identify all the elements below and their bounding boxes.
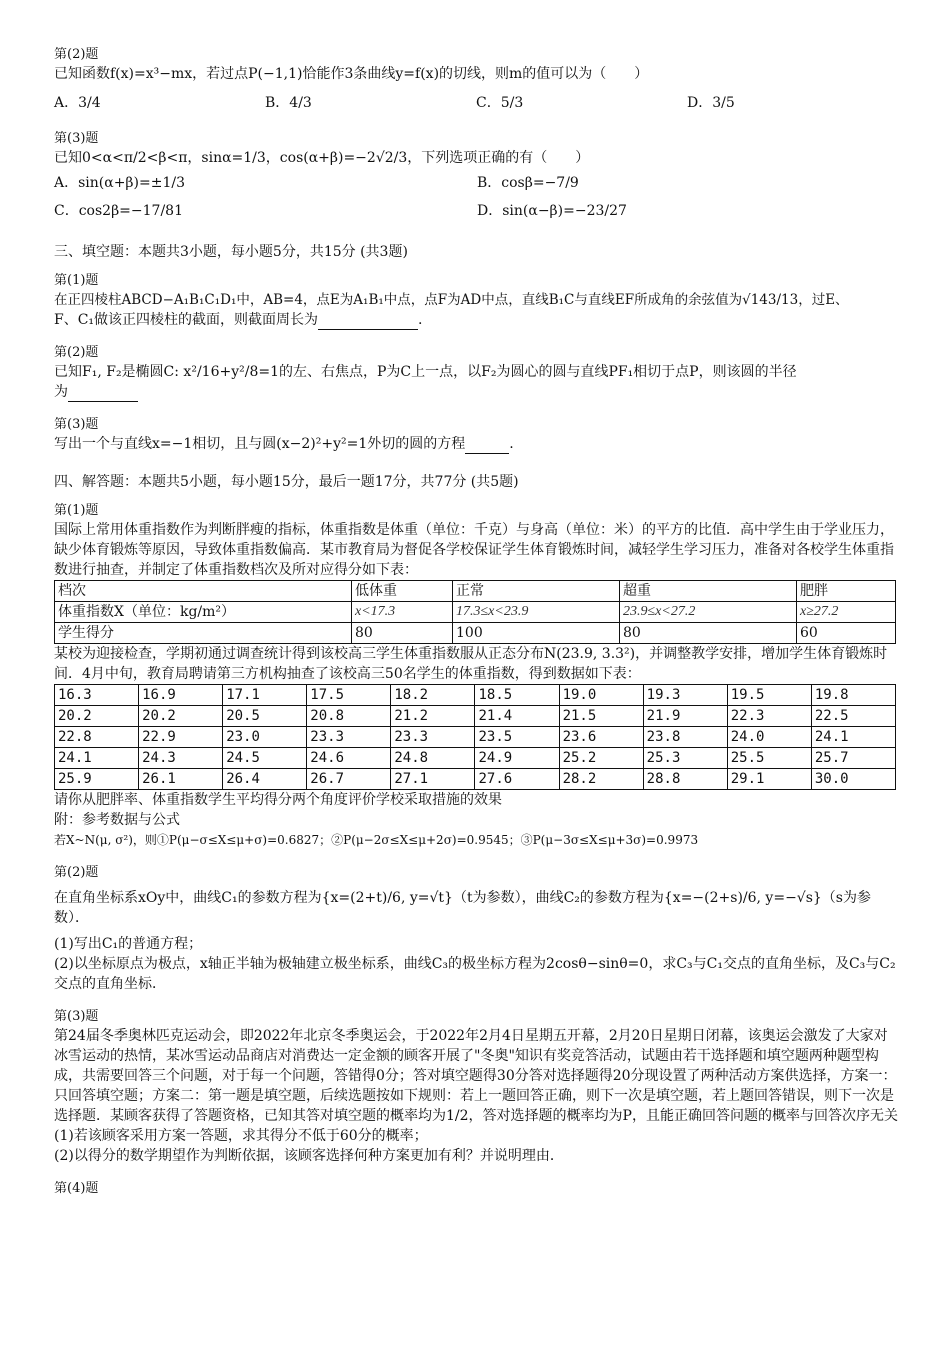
table-cell: 17.3≤x<23.9 xyxy=(453,602,620,623)
options-row xyxy=(54,168,900,196)
table-cell: 24.8 xyxy=(391,748,475,769)
table-cell: 21.2 xyxy=(391,706,475,727)
table-cell: 24.9 xyxy=(475,748,559,769)
answer-blank[interactable] xyxy=(465,439,509,454)
table-cell: 80 xyxy=(352,623,453,644)
table-cell: 23.0 xyxy=(223,727,307,748)
question-label: 第(1)题 xyxy=(54,503,99,518)
table-cell: 80 xyxy=(620,623,797,644)
table-cell: 20.8 xyxy=(307,706,391,727)
sub-question: (1)若该顾客采用方案一答题，求其得分不低于60分的概率； xyxy=(54,1128,428,1144)
table-cell: 20.2 xyxy=(55,706,139,727)
question-label: 第(3)题 xyxy=(54,1009,99,1024)
table-cell: 档次 xyxy=(55,581,352,602)
table-cell: 22.8 xyxy=(55,727,139,748)
table-cell: 28.2 xyxy=(559,769,643,790)
table-row xyxy=(55,581,896,602)
question-stem-cont xyxy=(54,382,900,402)
table-cell: 22.5 xyxy=(811,706,895,727)
table-cell: 19.8 xyxy=(811,685,895,706)
table-cell: 26.4 xyxy=(223,769,307,790)
table-cell: 24.1 xyxy=(811,727,895,748)
options-row xyxy=(54,196,900,224)
question-intro: 国际上常用体重指数作为判断胖瘦的指标，体重指数是体重（单位：千克）与身高（单位：米）的平方的比值．高中学生由于学业压力，缺少体育锻炼等原因，导致体重指数偏高．某市教育局为督促各学校保证学生体育锻炼时间，减轻学生学习压力，准备对各校学生体重指数进行抽查，并制定了体重指数档次及所对应得分如下表： xyxy=(54,522,894,578)
table-cell: 28.8 xyxy=(643,769,727,790)
question-stem-cont: F、C₁做该正四棱柱的截面，则截面周长为 . xyxy=(54,312,423,328)
question-stem: 在正四棱柱ABCD−A₁B₁C₁D₁中，AB=4，点E为A₁B₁中点，点F为AD中点，直线B₁C与直线EF所成角的余弦值为√143/13，过E、 xyxy=(54,292,849,308)
table-cell: 18.2 xyxy=(391,685,475,706)
table-row xyxy=(55,769,896,790)
question-label: 第(3)题 xyxy=(54,417,99,432)
table-cell: 29.1 xyxy=(727,769,811,790)
table-cell: 23.3 xyxy=(391,727,475,748)
question-stem: 已知F₁, F₂是椭圆C: x²/16+y²/8=1的左、右焦点，P为C上一点，以F₂为圆心的圆与直线PF₁相切于点P，则该圆的半径 xyxy=(54,364,797,380)
table-cell: 24.3 xyxy=(139,748,223,769)
table-cell: 20.5 xyxy=(223,706,307,727)
table-cell: 20.2 xyxy=(139,706,223,727)
table-cell: 25.3 xyxy=(643,748,727,769)
table-cell: 17.5 xyxy=(307,685,391,706)
table-cell: 25.7 xyxy=(811,748,895,769)
bmi-sample-table xyxy=(54,684,896,790)
section-title: 四、解答题：本题共5小题，每小题15分，最后一题17分，共77分 (共5题) xyxy=(54,474,519,490)
table-cell: 24.1 xyxy=(55,748,139,769)
bmi-grade-table xyxy=(54,580,896,644)
sub-question: (2)以得分的数学期望作为判断依据，该顾客选择何种方案更加有利？并说明理由． xyxy=(54,1148,564,1164)
answer-blank[interactable] xyxy=(68,387,138,402)
option-c[interactable]: C．5/3 xyxy=(476,95,524,111)
table-cell: 体重指数X（单位：kg/m²） xyxy=(55,602,352,623)
table-cell: 21.4 xyxy=(475,706,559,727)
question-stem: 写出一个与直线x=−1相切，且与圆(x−2)²+y²=1外切的圆的方程 . xyxy=(54,436,514,452)
table-row xyxy=(55,623,896,644)
table-cell: x<17.3 xyxy=(352,602,453,623)
question-stem: 已知函数f(x)=x³−mx，若过点P(−1,1)恰能作3条曲线y=f(x)的切线，则m的值可以为（ ） xyxy=(54,66,649,82)
table-cell: 23.9≤x<27.2 xyxy=(620,602,797,623)
table-cell: 23.8 xyxy=(643,727,727,748)
question-label: 第(1)题 xyxy=(54,273,99,288)
question-stem: 已知0<α<π/2<β<π，sinα=1/3，cos(α+β)=−2√2/3，下列选项正确的有（ ） xyxy=(54,150,590,166)
table-cell: 18.5 xyxy=(475,685,559,706)
table-cell: 24.6 xyxy=(307,748,391,769)
question-stem: 第24届冬季奥林匹克运动会，即2022年北京冬季奥运会，于2022年2月4日星期五开幕，2月20日星期日闭幕，该奥运会激发了大家对冰雪运动的热情，某冰雪运动品商店对消费达一定金额的顾客开展了"冬奥"知识有奖竞答活动，试题由若干选择题和填空题两种题型构成，共需要回答三个问题，对于每一个问题，答错得0分；答对填空题得30分答对选择题得20分现设置了两种活动方案供选择，方案一：只回答填空题；方案二：第一题是填空题，后续选题按如下规则：若上一题回答正确，则下一次是填空题，若上题回答错误，则下一次是选择题．某顾客获得了答题资格，已知其答对填空题的概率均为1/2，答对选择题的概率均为P，且能正确回答问题的概率与回答次序无关 xyxy=(54,1028,898,1124)
option-a[interactable]: A．sin(α+β)=±1/3 xyxy=(54,175,185,191)
table-cell: 19.0 xyxy=(559,685,643,706)
exam-page xyxy=(54,46,900,1198)
question-label: 第(2)题 xyxy=(54,345,99,360)
question-ask: 请你从肥胖率、体重指数学生平均得分两个角度评价学校采取措施的效果 xyxy=(54,792,502,808)
table-cell: 22.3 xyxy=(727,706,811,727)
table-cell: 24.0 xyxy=(727,727,811,748)
section-title: 三、填空题：本题共3小题，每小题5分，共15分 (共3题) xyxy=(54,244,408,260)
table-cell: 27.6 xyxy=(475,769,559,790)
table-cell: 学生得分 xyxy=(55,623,352,644)
table-row xyxy=(55,602,896,623)
option-b[interactable]: B．4/3 xyxy=(265,95,312,111)
option-d[interactable]: D．sin(α−β)=−23/27 xyxy=(477,203,627,219)
option-b[interactable]: B．cosβ=−7/9 xyxy=(477,175,579,191)
table-cell: 16.3 xyxy=(55,685,139,706)
table-cell: 100 xyxy=(453,623,620,644)
table-cell: 26.1 xyxy=(139,769,223,790)
table-row xyxy=(55,685,896,706)
table-cell: 21.5 xyxy=(559,706,643,727)
table-row xyxy=(55,706,896,727)
table-cell: 21.9 xyxy=(643,706,727,727)
answer-blank[interactable] xyxy=(318,315,418,330)
question-text: 写出一个与直线x=−1相切，且与圆(x−2)²+y²=1外切的圆的方程 xyxy=(54,436,466,452)
question-text: 为 xyxy=(54,384,68,400)
table-cell: 23.6 xyxy=(559,727,643,748)
question-text: F、C₁做该正四棱柱的截面，则截面周长为 xyxy=(54,312,319,328)
table-cell: 30.0 xyxy=(811,769,895,790)
table-cell: 27.1 xyxy=(391,769,475,790)
sub-question: (2)以坐标原点为极点，x轴正半轴为极轴建立极坐标系，曲线C₃的极坐标方程为2cosθ−sinθ=0，求C₃与C₁交点的直角坐标，及C₃与C₂交点的直角坐标． xyxy=(54,956,896,992)
table-cell: 22.9 xyxy=(139,727,223,748)
option-c[interactable]: C．cos2β=−17/81 xyxy=(54,203,183,219)
table-cell: 超重 xyxy=(620,581,797,602)
question-label: 第(3)题 xyxy=(54,131,99,146)
question-label: 第(4)题 xyxy=(54,1181,99,1196)
table-row xyxy=(55,727,896,748)
question-stem: 在直角坐标系xOy中，曲线C₁的参数方程为{x=(2+t)/6, y=√t}（t为参数），曲线C₂的参数方程为{x=−(2+s)/6, y=−√s}（s为参数）． xyxy=(54,890,871,926)
reference-formula: 若X~N(μ, σ²)，则①P(μ−σ≤X≤μ+σ)=0.6827；②P(μ−2σ≤X≤μ+2σ)=0.9545；③P(μ−3σ≤X≤μ+3σ)=0.9973 xyxy=(54,833,699,847)
table-cell: 26.7 xyxy=(307,769,391,790)
table-cell: 25.2 xyxy=(559,748,643,769)
reference-title: 附：参考数据与公式 xyxy=(54,812,180,828)
table-cell: 25.9 xyxy=(55,769,139,790)
table-cell: 19.3 xyxy=(643,685,727,706)
table-cell: 23.3 xyxy=(307,727,391,748)
table-cell: 低体重 xyxy=(352,581,453,602)
question-middle: 某校为迎接检查，学期初通过调查统计得到该校高三学生体重指数服从正态分布N(23.9, 3.3²)，并调整教学安排，增加学生体育锻炼时间．4月中旬，教育局聘请第三方机构抽查了该校高三50名学生的体重指数，得到数据如下表： xyxy=(54,646,888,682)
table-cell: 24.5 xyxy=(223,748,307,769)
options-row xyxy=(54,88,900,116)
option-a[interactable]: A．3/4 xyxy=(54,95,101,111)
table-cell: x≥27.2 xyxy=(797,602,896,623)
sub-question: (1)写出C₁的普通方程； xyxy=(54,936,203,952)
option-d[interactable]: D．3/5 xyxy=(687,95,735,111)
table-cell: 肥胖 xyxy=(797,581,896,602)
table-cell: 23.5 xyxy=(475,727,559,748)
table-cell: 16.9 xyxy=(139,685,223,706)
table-cell: 17.1 xyxy=(223,685,307,706)
table-cell: 19.5 xyxy=(727,685,811,706)
question-label: 第(2)题 xyxy=(54,47,99,62)
table-cell: 60 xyxy=(797,623,896,644)
table-cell: 25.5 xyxy=(727,748,811,769)
question-label: 第(2)题 xyxy=(54,865,99,880)
table-row xyxy=(55,748,896,769)
table-cell: 正常 xyxy=(453,581,620,602)
